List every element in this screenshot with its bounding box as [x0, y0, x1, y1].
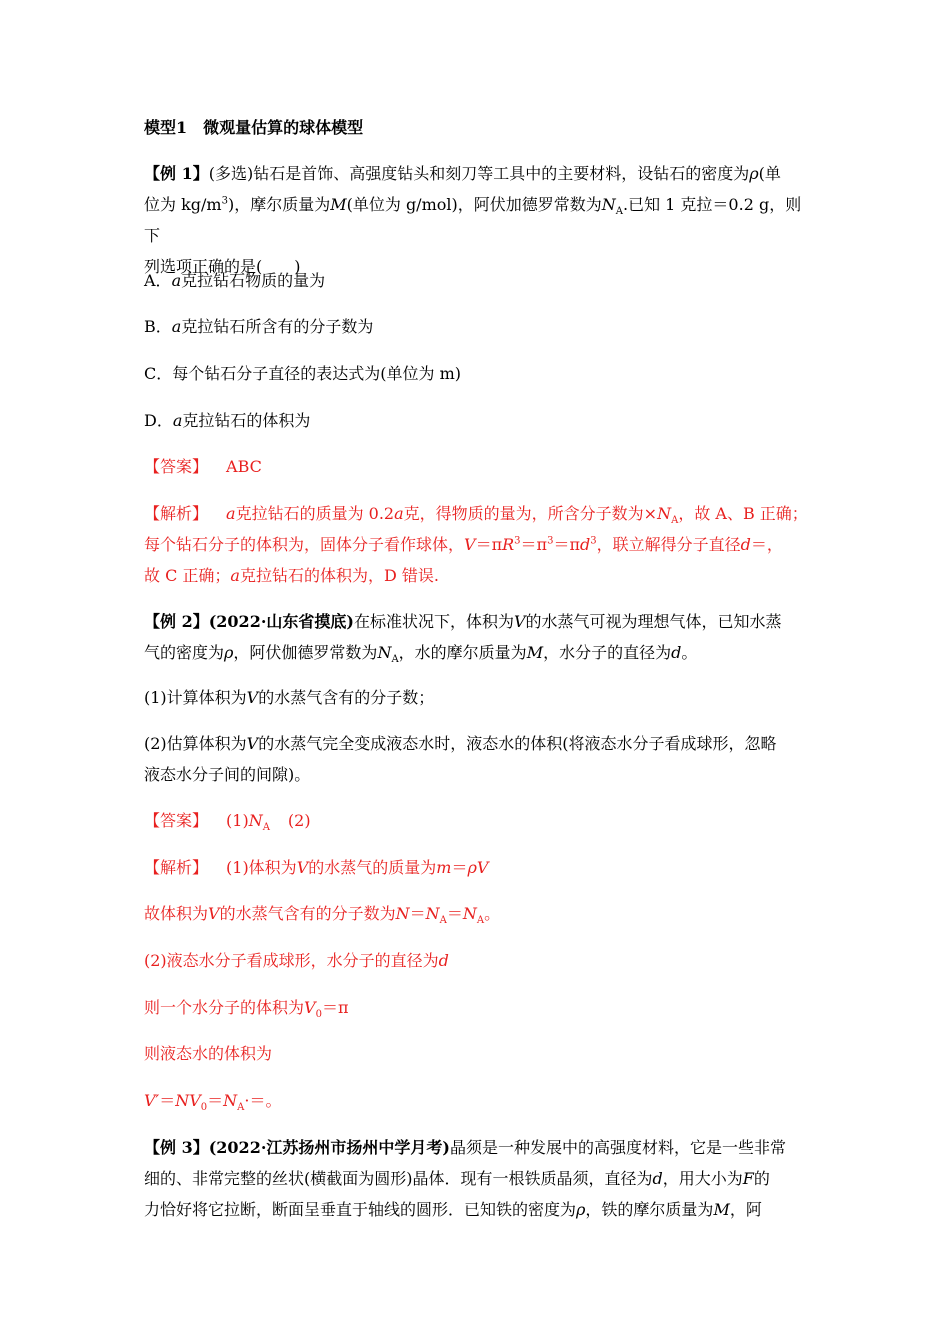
question-2: (2)估算体积为V的水蒸气完全变成液态水时，液态水的体积(将液态水分子看成球形，忽略 液态水分子间的间隙)。 — [144, 734, 777, 784]
question-1: (1)计算体积为V的水蒸气含有的分子数； — [144, 688, 435, 707]
source-label: (2022·江苏扬州市扬州中学月考) — [208, 1138, 450, 1157]
solution-2-line-4: 则一个水分子的体积为$V_0=\pi$ — [144, 998, 349, 1021]
option-c: C．每个钻石分子直径的表达式为(单位为 m) — [144, 364, 461, 383]
option-a: A．a克拉钻石物质的量为 — [144, 271, 326, 290]
solution-tag: 【解析】 — [144, 858, 209, 877]
solution-2-line-1: 【解析】 (1)体积为V的水蒸气的质量为m＝ρV — [144, 858, 489, 877]
solution-tag: 【解析】 — [144, 504, 209, 523]
option-d: D．a克拉钻石的体积为 — [144, 411, 311, 430]
solution-2-line-5: 则液态水的体积为 — [144, 1044, 273, 1063]
answer-tag: 【答案】 — [144, 811, 209, 830]
answer-2: 【答案】 $(1)N_A$ (2) — [144, 811, 311, 834]
example-tag: 【例 3】 — [144, 1138, 209, 1157]
source-label: (2022·山东省摸底) — [208, 612, 354, 631]
option-b: B．a克拉钻石所含有的分子数为 — [144, 317, 374, 336]
solution-2-line-6: $V'=NV_0=N_A\cdot=$。 — [144, 1091, 282, 1114]
section-heading: 模型1 微观量估算的球体模型 — [144, 118, 364, 137]
example-tag: 【例 2】 — [144, 612, 209, 631]
example-1-stem: 【例 1】(多选)钻石是首饰、高强度钻头和刻刀等工具中的主要材料，设钻石的密度为ρ(单 位为 $kg/m^3$)，摩尔质量为M(单位为 g/mol)，阿伏加德罗常数为$N_A$.已知 1 克拉＝0.2 g，则下 列选项正确的是( ) — [144, 164, 802, 276]
example-2-stem: 【例 2】(2022·山东省摸底)在标准状况下，体积为V的水蒸气可视为理想气体，已知水蒸 气的密度为ρ，阿伏伽德罗常数为$N_A$，水的摩尔质量为M，水分子的直径为d。 — [144, 612, 782, 666]
example-3-stem: 【例 3】(2022·江苏扬州市扬州中学月考)晶须是一种发展中的高强度材料，它是一些非常 细的、非常完整的丝状(横截面为圆形)晶体．现有一根铁质晶须，直径为d，用大小为F的 力恰好将它拉断，断面呈垂直于轴线的圆形．已知铁的密度为ρ，铁的摩尔质量为M，阿 — [144, 1138, 786, 1219]
solution-2-line-3: (2)液态水分子看成球形，水分子的直径为d — [144, 951, 449, 970]
solution-1: 【解析】 a克拉钻石的质量为 0.2a克，得物质的量为，所含分子数为$\times N_A$，故 A、B 正确； 每个钻石分子的体积为，固体分子看作球体，$V=\pi R^3=\pi^3=\pi d^3$，联立解得分子直径d＝， 故 C 正确；a克拉钻石的体积为，D 错误. — [144, 504, 808, 585]
solution-2-line-2: 故体积为V的水蒸气含有的分子数为$N=N_A=N_A$。 — [144, 904, 501, 927]
answer-1: 【答案】 ABC — [144, 457, 262, 476]
example-tag: 【例 1】 — [144, 164, 209, 183]
answer-tag: 【答案】 — [144, 457, 209, 476]
